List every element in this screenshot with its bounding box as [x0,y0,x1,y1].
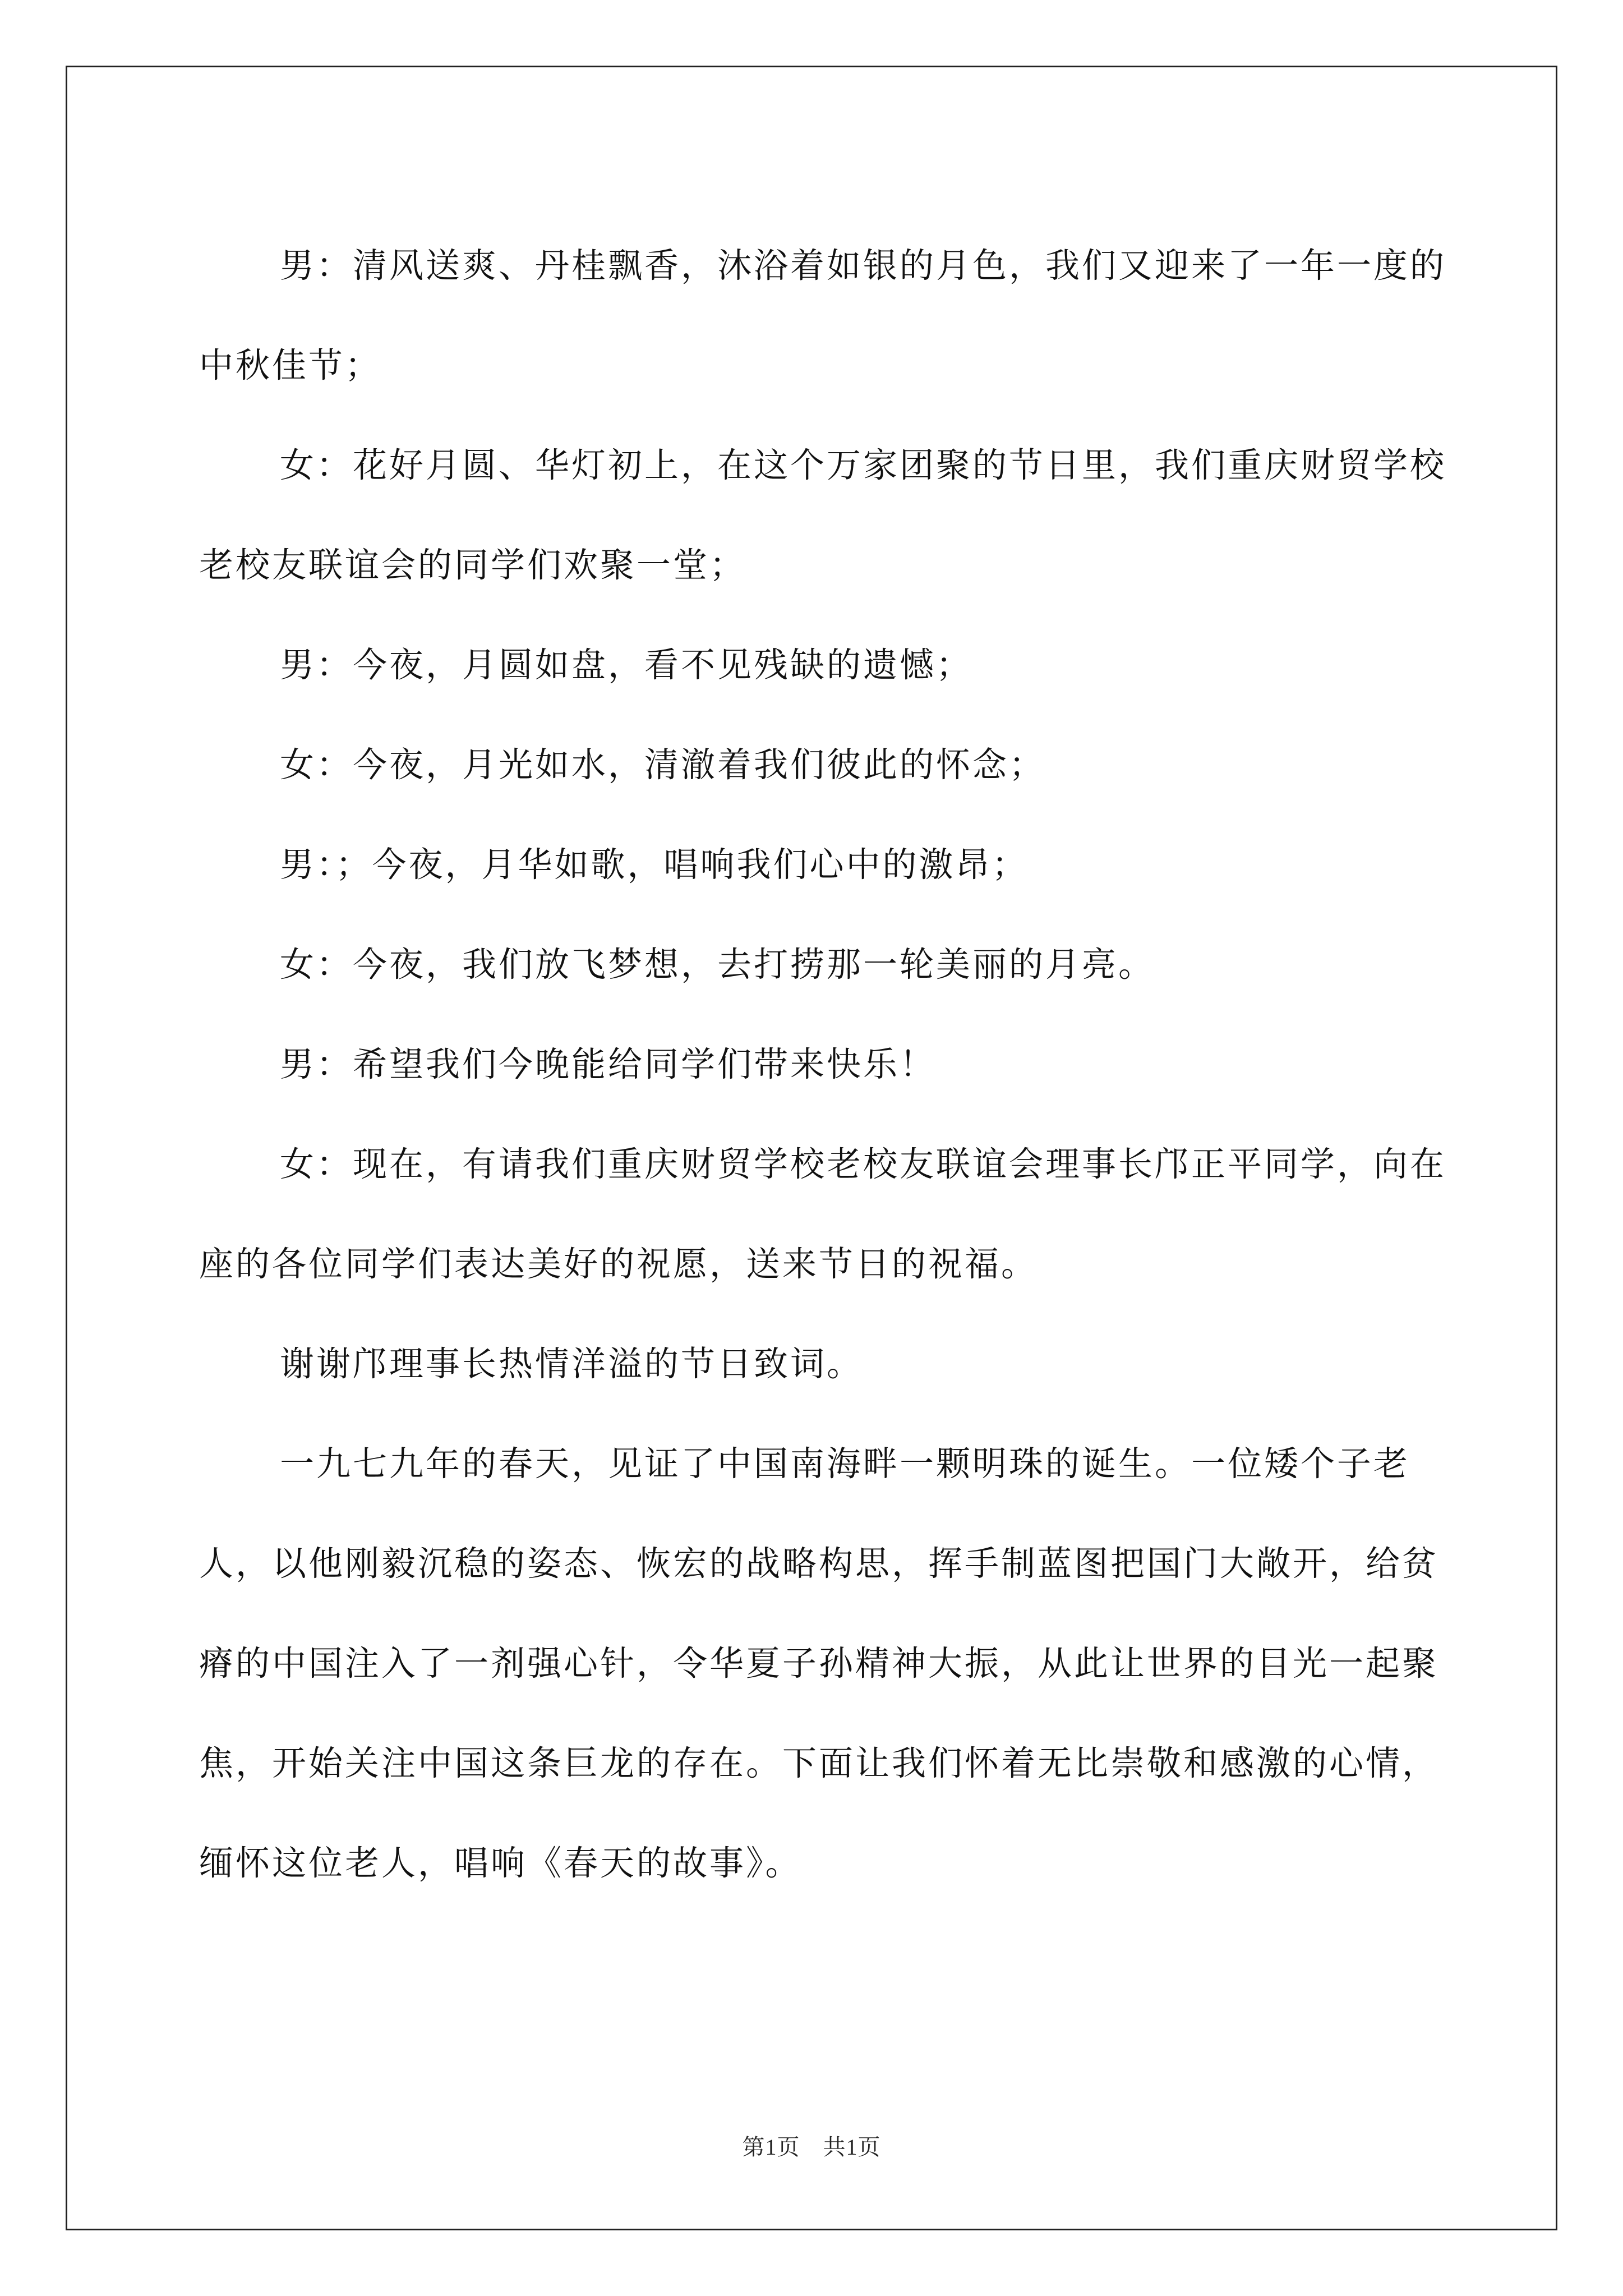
paragraph-5: 男：；今夜，月华如歌，唱响我们心中的激昂； [280,845,1029,885]
paragraph-10: 一九七九年的春天，见证了中国南海畔一颗明珠的诞生。一位矮个子老人，以他刚毅沉稳的姿态、恢宏的战略构思，挥手制蓝图把国门大敞开，给贫瘠的中国注入了一剂强心针，令华夏子孙精神大振，从此让世界的目光一起聚焦，开始关注中国这条巨龙的存在。下面让我们怀着无比崇敬和感激的心情，缅怀这位老人，唱响《春天的故事》。 [199,1444,1439,1883]
paragraph-7: 男：希望我们今晚能给同学们带来快乐！ [280,1045,937,1084]
page-footer: 第1页 共1页 [742,2134,881,2160]
document-body [199,216,1450,1913]
paragraph-8: 女：现在，有请我们重庆财贸学校老校友联谊会理事长邝正平同学，向在座的各位同学们表达美好的祝愿，送来节日的祝福。 [199,1144,1447,1284]
paragraph-9: 谢谢邝理事长热情洋溢的节日致词。 [280,1344,864,1384]
paragraph-4: 女：今夜，月光如水，清澈着我们彼此的怀念； [280,745,1046,785]
paragraph-2: 女：花好月圆、华灯初上，在这个万家团聚的节日里，我们重庆财贸学校老校友联谊会的同学们欢聚一堂； [199,445,1447,585]
paragraph-6: 女：今夜，我们放飞梦想，去打捞那一轮美丽的月亮。 [280,945,1155,984]
paragraph-3: 男：今夜，月圆如盘，看不见残缺的遗憾； [280,645,973,685]
paragraph-1: 男：清风送爽、丹桂飘香，沐浴着如银的月色，我们又迎来了一年一度的中秋佳节； [199,246,1447,385]
